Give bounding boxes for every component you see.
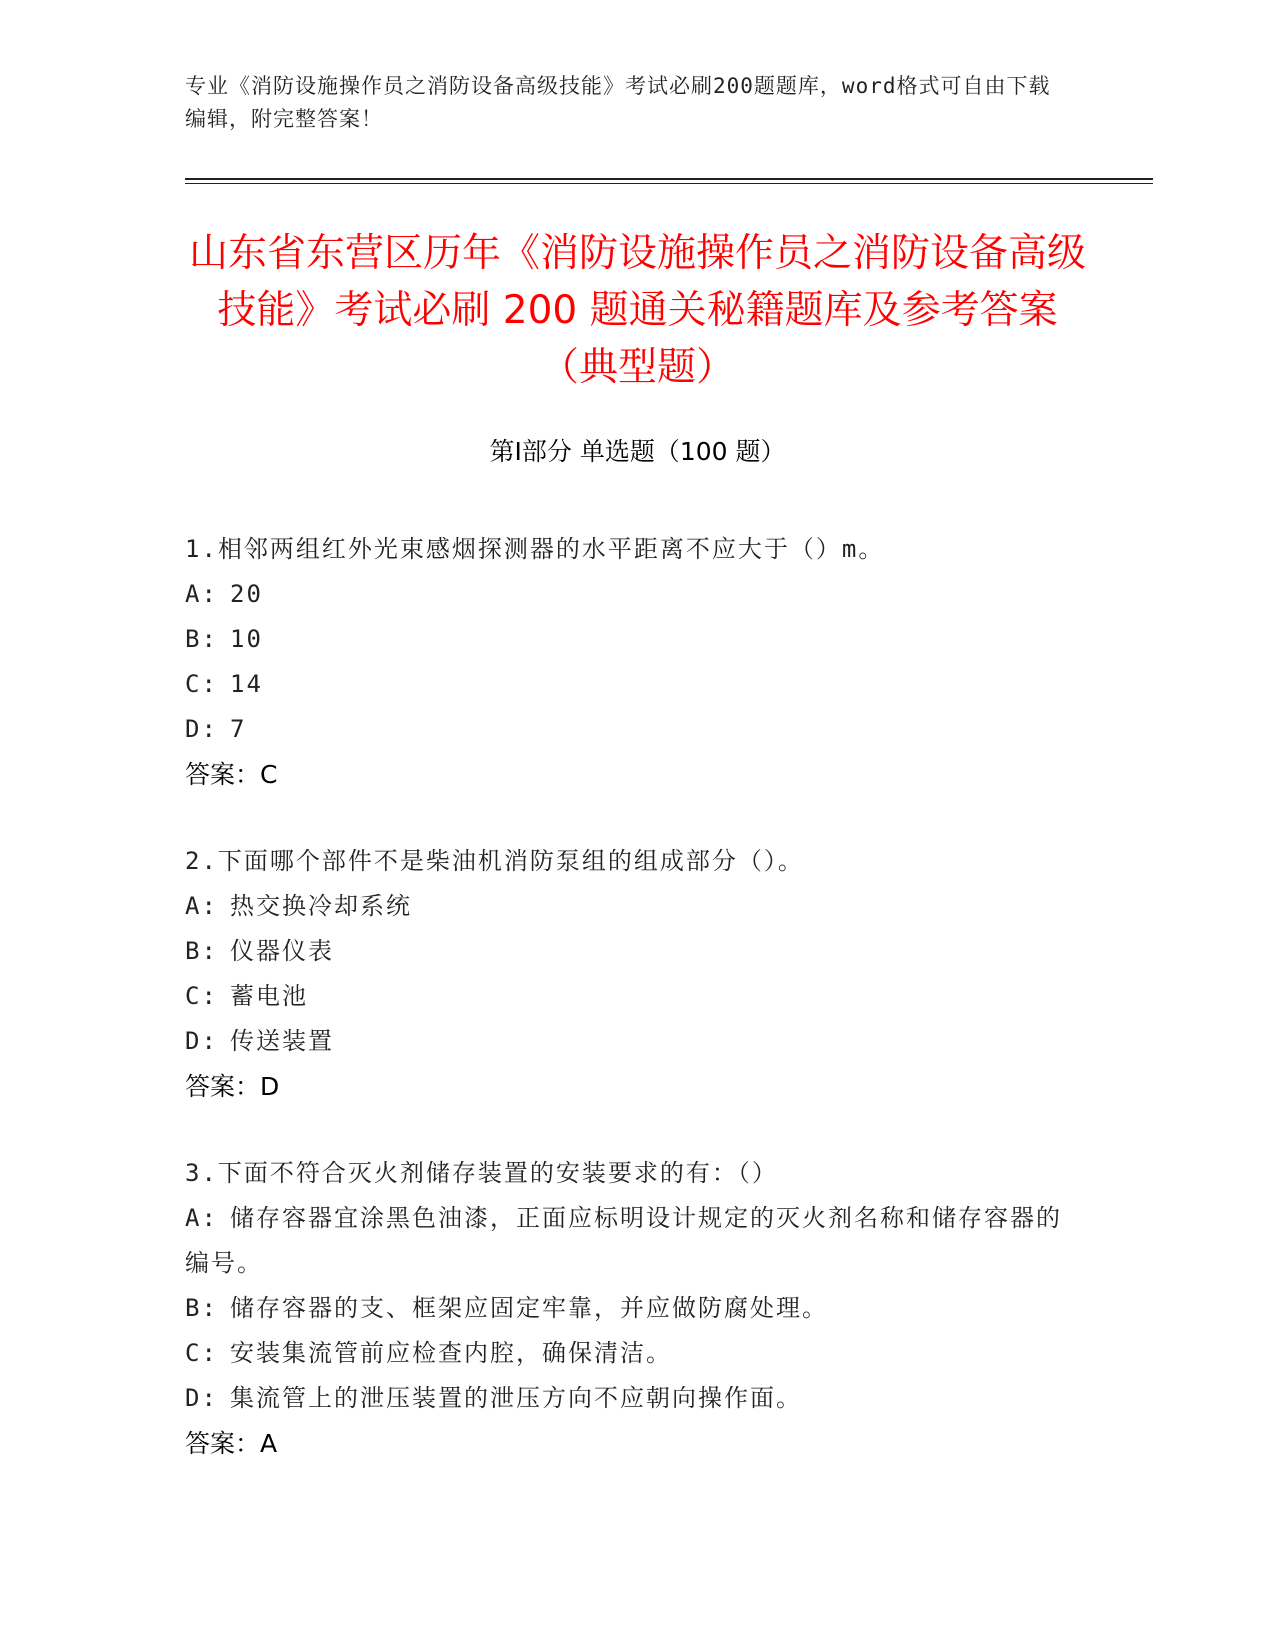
option-key: C: [185,670,218,698]
option-b [185,1286,1065,1331]
option-c [185,974,1065,1019]
option-text: 20 [230,580,263,608]
option-d [185,1019,1065,1064]
header-note: 专业《消防设施操作员之消防设备高级技能》考试必刷200题题库，word格式可自由下载编辑，附完整答案！ [185,74,1051,131]
header-divider-thin [185,183,1153,184]
option-c [185,1331,1065,1376]
option-key: B: [185,1294,218,1322]
option-text: 热交换冷却系统 [230,892,412,920]
question-stem: 2.下面哪个部件不是柴油机消防泵组的组成部分（）。 [185,847,804,875]
option-text: 安装集流管前应检查内腔，确保清洁。 [230,1339,672,1367]
option-text: 10 [230,625,263,653]
header-divider [185,178,1153,180]
question-1 [185,527,1065,797]
question-stem: 1.相邻两组红外光束感烟探测器的水平距离不应大于（）m。 [185,535,885,563]
option-text: 集流管上的泄压装置的泄压方向不应朝向操作面。 [230,1384,802,1412]
option-text: 蓄电池 [230,982,308,1010]
answer-line: 答案：A [185,1429,278,1458]
option-a [185,572,1065,617]
option-text: 储存容器的支、框架应固定牢靠，并应做防腐处理。 [230,1294,828,1322]
option-text: 储存容器宜涂黑色油漆，正面应标明设计规定的灭火剂名称和储存容器的编号。 [185,1204,1062,1277]
question-list [185,527,1065,1508]
option-key: C: [185,982,218,1010]
option-text: 14 [230,670,263,698]
question-stem: 3.下面不符合灭火剂储存装置的安装要求的有：（） [185,1159,778,1187]
option-b [185,617,1065,662]
option-key: C: [185,1339,218,1367]
option-text: 仪器仪表 [230,937,334,965]
option-key: A: [185,1204,218,1232]
option-text: 传送装置 [230,1027,334,1055]
option-b [185,929,1065,974]
option-key: B: [185,937,218,965]
option-c [185,662,1065,707]
option-key: D: [185,1384,218,1412]
document-title: 山东省东营区历年《消防设施操作员之消防设备高级技能》考试必刷 200 题通关秘籍题库及参考答案（典型题） [188,231,1086,390]
option-key: A: [185,580,218,608]
question-3 [185,1151,1065,1466]
option-key: D: [185,715,218,743]
answer-line: 答案：C [185,760,278,789]
option-a [185,1196,1065,1286]
option-key: B: [185,625,218,653]
option-a [185,884,1065,929]
answer-line: 答案：D [185,1072,280,1101]
question-2 [185,839,1065,1109]
option-d [185,707,1065,752]
section-heading: 第Ⅰ部分 单选题（100 题） [489,437,786,466]
option-text: 7 [230,715,247,743]
option-key: A: [185,892,218,920]
option-d [185,1376,1065,1421]
option-key: D: [185,1027,218,1055]
